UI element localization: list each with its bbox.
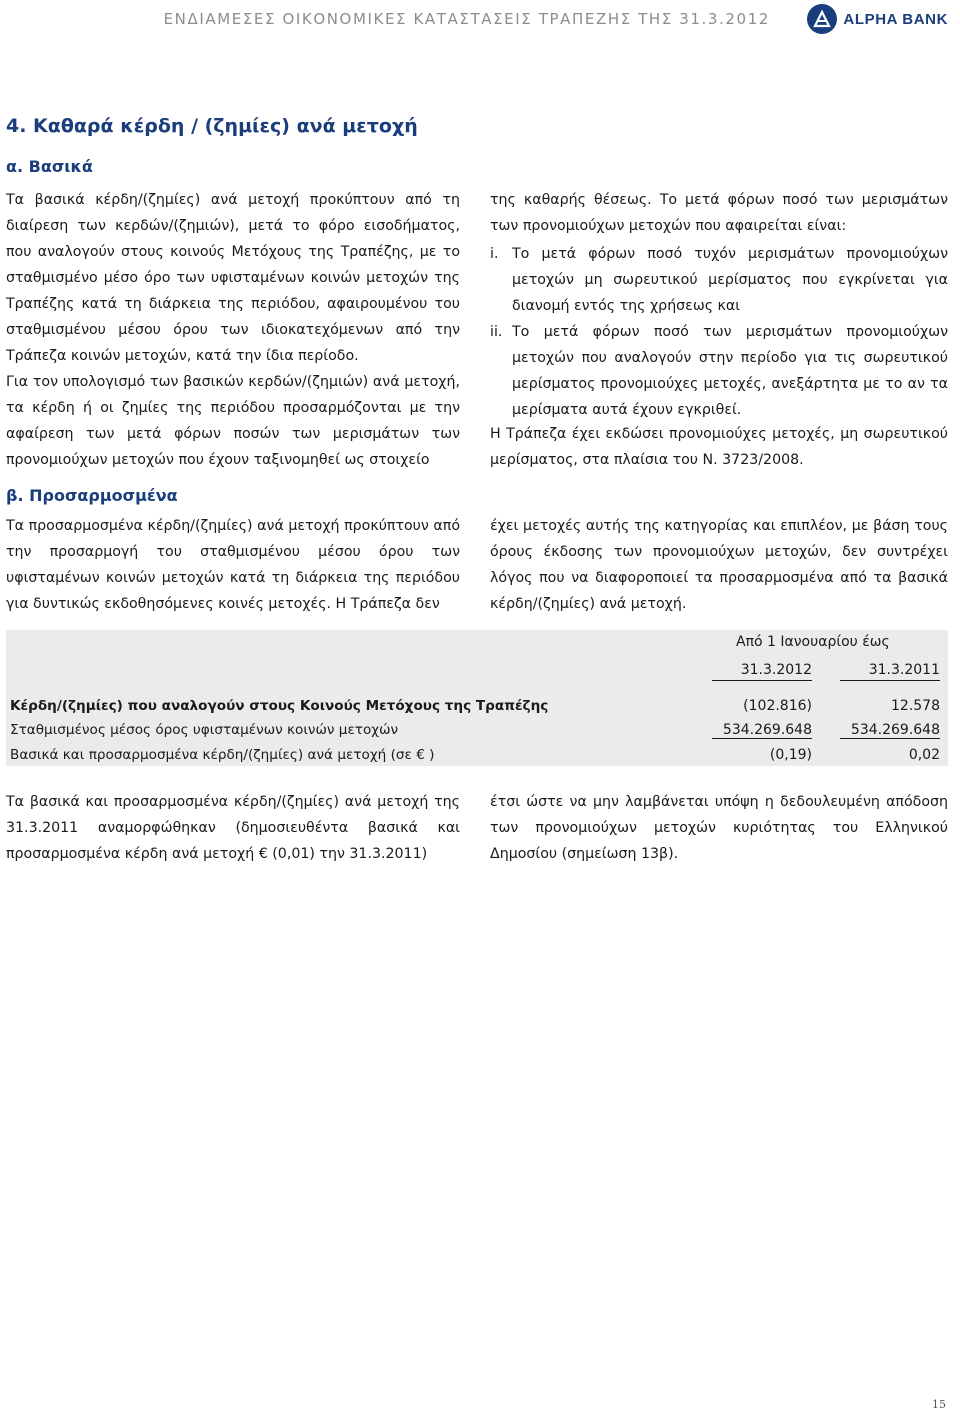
- diluted-paragraph-2: έχει μετοχές αυτής της κατηγορίας και επιπλέον, με βάση τους όρους έκδοσης των προνομιούχων μετοχών, δεν συντρέχει λόγος που να διαφοροποιεί τα προσαρμοσμένα από τα βασικά κέρδη/(ζημίες) ανά μετοχή.: [490, 518, 948, 612]
- table-cell: 0,02: [908, 747, 940, 763]
- alpha-bank-logo: [807, 4, 948, 34]
- basic-paragraph-3: της καθαρής θέσεως. Το μετά φόρων ποσό των μερισμάτων των προνομιούχων μετοχών που αφαιρείται είναι:: [490, 192, 948, 234]
- list-item: [490, 319, 948, 423]
- basic-paragraph-4: Η Τράπεζα έχει εκδώσει προνομιούχες μετοχές, μη σωρευτικού μερίσματος, στα πλαίσια του Ν. 3723/2008.: [490, 426, 948, 468]
- deducted-dividends-list: [490, 241, 948, 423]
- table-row-label: Σταθμισμένος μέσος όρος υφισταμένων κοινών μετοχών: [10, 722, 399, 738]
- header-title: ΕΝΔΙΑΜΕΣΕΣ ΟΙΚΟΝΟΜΙΚΕΣ ΚΑΤΑΣΤΑΣΕΙΣ ΤΡΑΠΕΖΗΣ ΤΗΣ 31.3.2012: [163, 10, 770, 28]
- table-cell: (102.816): [743, 698, 812, 714]
- basic-paragraph-2: Για τον υπολογισμό των βασικών κερδών/(ζημιών) ανά μετοχή, τα κέρδη ή οι ζημίες της περιόδου προσαρμόζονται με την αφαίρεση των μετά φόρων ποσών των μερισμάτων των προνομιούχων μετοχών που έχουν ταξινομηθεί ως στοιχείο: [6, 374, 460, 468]
- basic-heading: α. Βασικά: [6, 157, 93, 176]
- page-number: 15: [932, 1398, 946, 1411]
- table-period-header: Από 1 Ιανουαρίου έως: [736, 634, 890, 650]
- table-cell: 534.269.648: [840, 722, 940, 739]
- section-title: 4. Καθαρά κέρδη / (ζημίες) ανά μετοχή: [6, 115, 418, 137]
- list-item-number: ii.: [490, 324, 503, 340]
- table-row-label: Βασικά και προσαρμοσμένα κέρδη/(ζημίες) ανά μετοχή (σε € ): [10, 747, 435, 763]
- basic-paragraph-1: Τα βασικά κέρδη/(ζημίες) ανά μετοχή προκύπτουν από τη διαίρεση των κερδών/(ζημιών), μετά το φόρο εισοδήματος, που αναλογούν στους κοινούς Μετόχους της Τραπέζης, με το σταθμισμένο μέσο όρο των υφισταμένων κοινών μετοχών της Τραπέζης κατά τη διάρκεια της περιόδου, αφαιρουμένου του σταθμισμένου μέσου όρου των ιδιοκατεχόμενων από την Τράπεζα κοινών μετοχών, κατά την ίδια περίοδο.: [6, 192, 460, 364]
- list-item-text: Το μετά φόρων ποσό τυχόν μερισμάτων προνομιούχων μετοχών μη σωρευτικού μερίσματος που εγκρίνεται για διανομή εντός της χρήσεως και: [512, 246, 948, 314]
- restatement-note-right: έτσι ώστε να μην λαμβάνεται υπόψη η δεδουλευμένη απόδοση των προνομιούχων μετοχών κυριότητας του Ελληνικού Δημοσίου (σημείωση 13β).: [490, 794, 948, 862]
- table-row-label: Κέρδη/(ζημίες) που αναλογούν στους Κοινούς Μετόχους της Τραπέζης: [10, 698, 549, 714]
- list-item-number: i.: [490, 246, 499, 262]
- diluted-paragraph-1: Τα προσαρμοσμένα κέρδη/(ζημίες) ανά μετοχή προκύπτουν από την προσαρμογή του σταθμισμένου μέσου όρου των υφισταμένων κοινών μετοχών κατά τη διάρκεια της περιόδου για δυντικώς εκδοθησόμενες κοινές μετοχές. Η Τράπεζα δεν: [6, 518, 460, 612]
- diluted-heading: β. Προσαρμοσμένα: [6, 486, 178, 505]
- column-header-2011: 31.3.2011: [840, 662, 940, 681]
- logo-text: ALPHA BANK: [843, 10, 948, 28]
- column-header-2012: 31.3.2012: [712, 662, 812, 681]
- restatement-note-left: Τα βασικά και προσαρμοσμένα κέρδη/(ζημίες) ανά μετοχή της 31.3.2011 αναμορφώθηκαν (δημοσιευθέντα βασικά και προσαρμοσμένα κέρδη ανά μετοχή € (0,01) την 31.3.2011): [6, 794, 460, 862]
- list-item: [490, 241, 948, 319]
- table-cell: 12.578: [891, 698, 940, 714]
- alpha-bank-logo-icon: [807, 4, 837, 34]
- table-cell: (0,19): [769, 747, 812, 763]
- page-header: [0, 0, 960, 46]
- list-item-text: Το μετά φόρων ποσό των μερισμάτων προνομιούχων μετοχών που αναλογούν στην περίοδο για τις σωρευτικού μερίσματος προνομιούχες μετοχές, ανεξάρτητα με το αν τα μερίσματα αυτά έχουν εγκριθεί.: [512, 324, 948, 418]
- table-cell: 534.269.648: [712, 722, 812, 739]
